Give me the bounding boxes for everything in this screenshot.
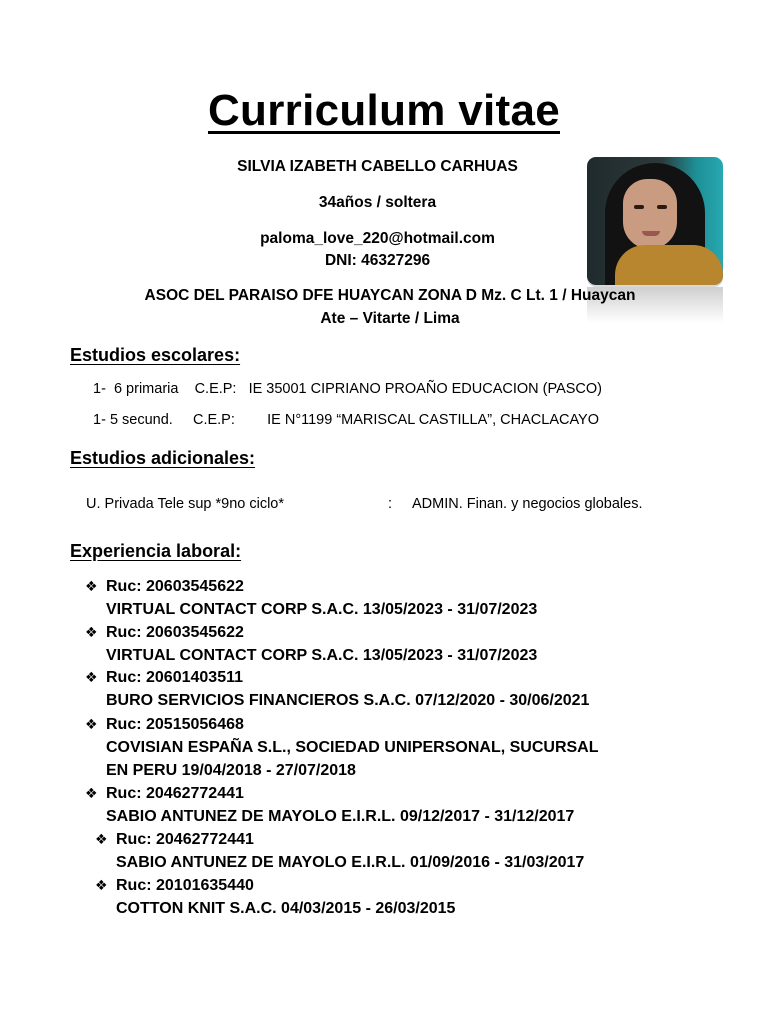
- work-experience-heading: Experiencia laboral:: [70, 541, 242, 561]
- diamond-bullet-icon: ❖: [85, 669, 98, 685]
- school-studies-heading: Estudios escolares:: [70, 345, 241, 365]
- school-item: 1- 6 primaria C.E.P: IE 35001 CIPRIANO PROAÑO EDUCACION (PASCO): [93, 381, 603, 397]
- diamond-bullet-icon: ❖: [95, 877, 108, 893]
- document-title: Curriculum vitae: [207, 86, 560, 135]
- experience-item: ❖ Ruc: 20603545622 VIRTUAL CONTACT CORP S.A.C. 13/05/2023 - 31/07/2023: [106, 575, 537, 621]
- experience-item: ❖ Ruc: 20462772441 SABIO ANTUNEZ DE MAYOLO E.I.R.L. 09/12/2017 - 31/12/2017: [106, 782, 574, 828]
- diamond-bullet-icon: ❖: [95, 831, 108, 847]
- experience-item: ❖ Ruc: 20515056468 COVISIAN ESPAÑA S.L., SOCIEDAD UNIPERSONAL, SUCURSAL EN PERU 19/04/2018 - 27/07/2018: [106, 713, 599, 782]
- diamond-bullet-icon: ❖: [85, 716, 98, 732]
- diamond-bullet-icon: ❖: [85, 785, 98, 801]
- experience-item: ❖ Ruc: 20462772441 SABIO ANTUNEZ DE MAYOLO E.I.R.L. 01/09/2016 - 31/03/2017: [116, 828, 584, 874]
- additional-study-item: U. Privada Tele sup *9no ciclo* : ADMIN. Finan. y negocios globales.: [86, 496, 643, 512]
- address-line-2: Ate – Vitarte / Lima: [320, 310, 460, 327]
- school-item: 1- 5 secund. C.E.P: IE N°1199 “MARISCAL CASTILLA”, CHACLACAYO: [93, 412, 600, 428]
- additional-studies-heading: Estudios adicionales:: [70, 448, 256, 468]
- person-name: SILVIA IZABETH CABELLO CARHUAS: [237, 158, 518, 175]
- diamond-bullet-icon: ❖: [85, 624, 98, 640]
- age-status: 34años / soltera: [318, 194, 437, 211]
- diamond-bullet-icon: ❖: [85, 578, 98, 594]
- email-address: paloma_love_220@hotmail.com: [260, 230, 495, 247]
- experience-item: ❖ Ruc: 20101635440 COTTON KNIT S.A.C. 04/03/2015 - 26/03/2015: [116, 874, 455, 920]
- profile-photo: [587, 157, 723, 285]
- address-line-1: ASOC DEL PARAISO DFE HUAYCAN ZONA D Mz. C Lt. 1 / Huaycan: [144, 287, 636, 304]
- experience-item: ❖ Ruc: 20601403511 BURO SERVICIOS FINANCIEROS S.A.C. 07/12/2020 - 30/06/2021: [106, 666, 589, 712]
- dni-number: DNI: 46327296: [324, 252, 431, 269]
- experience-item: ❖ Ruc: 20603545622 VIRTUAL CONTACT CORP S.A.C. 13/05/2023 - 31/07/2023: [106, 621, 537, 667]
